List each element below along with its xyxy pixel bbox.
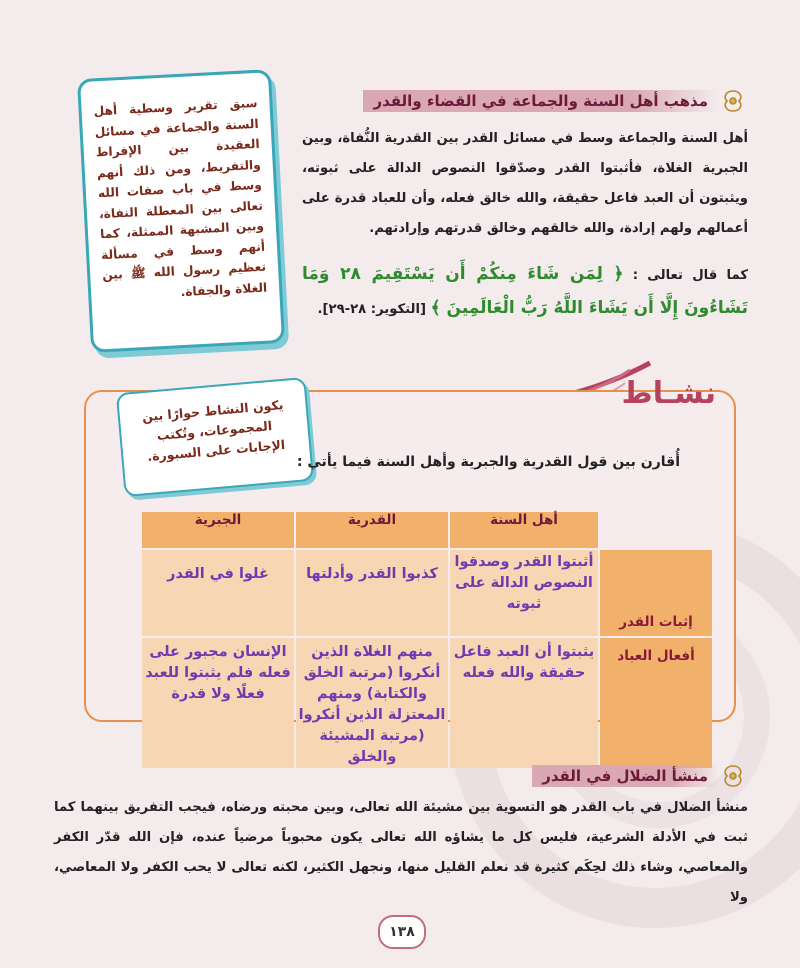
table-cell: منهم الغلاة الذين أنكروا (مرتبة الخلق والكتابة) ومنهم المعتزلة الذين أنكروا (مرتبة المشيئة والخلق: [296, 638, 448, 768]
row-label: أفعال العباد: [600, 638, 712, 768]
section-paragraph: منشأ الضلال في باب القدر هو التسوية بين مشيئة الله تعالى، وبين محبته ورضاه، فيجب التفريق بينهما كما ثبت في الأدلة الشرعية، فليس كل ما يشاؤه الله تعالى يكون محبوباً مرضياً عنده، فإن الله قدّر الكفر والمعاصي، وشاء ذلك لحِكَم كثيرة قد نعلم القليل منها، ونجهل الكثير، لكنه تعالى لا يحب الكفر ولا المعاصي، ولا: [54, 800, 748, 905]
section-heading-misguidance: [488, 763, 748, 789]
section-title: منشأ الضلال في القدر: [532, 765, 718, 787]
table-cell: يثبتوا أن العبد فاعل حقيقة والله فعله: [450, 638, 598, 768]
table-header: الجبرية: [142, 512, 294, 548]
ornament-icon: [718, 763, 748, 789]
table-cell: الإنسان مجبور على فعله فلم يثبتوا للعبد فعلًا ولا قدرة: [142, 638, 294, 768]
activity-question: أُقارن بين قول القدرية والجبرية وأهل السنة فيما يأتي :: [296, 454, 680, 470]
table-row: [142, 550, 712, 636]
page-number: ١٣٨: [378, 915, 426, 949]
side-note-text: سبق تقرير وسطية أهل السنة والجماعة في مسائل العقيدة بين الإفراط والتفريط، ومن ذلك أنهم وسط في باب صفات الله تعالى بين المعطلة النفاة، وبين المشبهة الممثلة، كما أنهم وسط في مسألة تعظيم رسول الله ﷺ بين الغلاة والجفاة.: [93, 95, 268, 299]
comparison-table: [140, 510, 714, 770]
table-header: أهل السنة: [450, 512, 598, 548]
table-corner: [600, 512, 712, 548]
verse-block: [302, 258, 748, 326]
row-label: إثبات القدر: [600, 550, 712, 636]
table-row: [142, 638, 712, 768]
activity-note-text: يكون النشاط حوارًا بين المجموعات، وتُكتب الإجابات على السبورة.: [141, 396, 286, 464]
section-title: مذهب أهل السنة والجماعة في القضاء والقدر: [363, 90, 718, 112]
table-cell: كذبوا القدر وأدلتها: [296, 550, 448, 636]
section-heading-qadr: [348, 88, 748, 114]
verse-reference: [التكوير: ٢٨-٢٩].: [317, 302, 427, 317]
quran-verse: ﴿ لِمَن شَاءَ مِنكُمْ أَن يَسْتَقِيمَ ٢٨ وَمَا تَشَاءُونَ إِلَّا أَن يَشَاءَ اللَّهُ رَبُّ الْعَالَمِينَ ﴾: [302, 264, 748, 318]
side-note: [77, 69, 285, 353]
table-cell: غلوا في القدر: [142, 550, 294, 636]
activity-title: نشـاط: [621, 376, 716, 411]
activity-note: [116, 377, 314, 497]
table-header: القدرية: [296, 512, 448, 548]
ornament-icon: [718, 88, 748, 114]
verse-intro: كما قال تعالى :: [632, 268, 748, 283]
section-paragraph: أهل السنة والجماعة وسط في مسائل القدر بين القدرية النُّفاة، وبين الجبرية الغلاة، فأثبتوا القدر وصدّقوا النصوص الدالة على ثبوته، ويثبتون أن العبد فاعل حقيقة، والله خالق فعله، وأن للعباد قدرة على أعمالهم ولهم إرادة، والله خالقهم وخالق قدرتهم وإرادتهم.: [302, 131, 748, 236]
table-cell: أثبتوا القدر وصدقوا النصوص الدالة على ثبوته: [450, 550, 598, 636]
